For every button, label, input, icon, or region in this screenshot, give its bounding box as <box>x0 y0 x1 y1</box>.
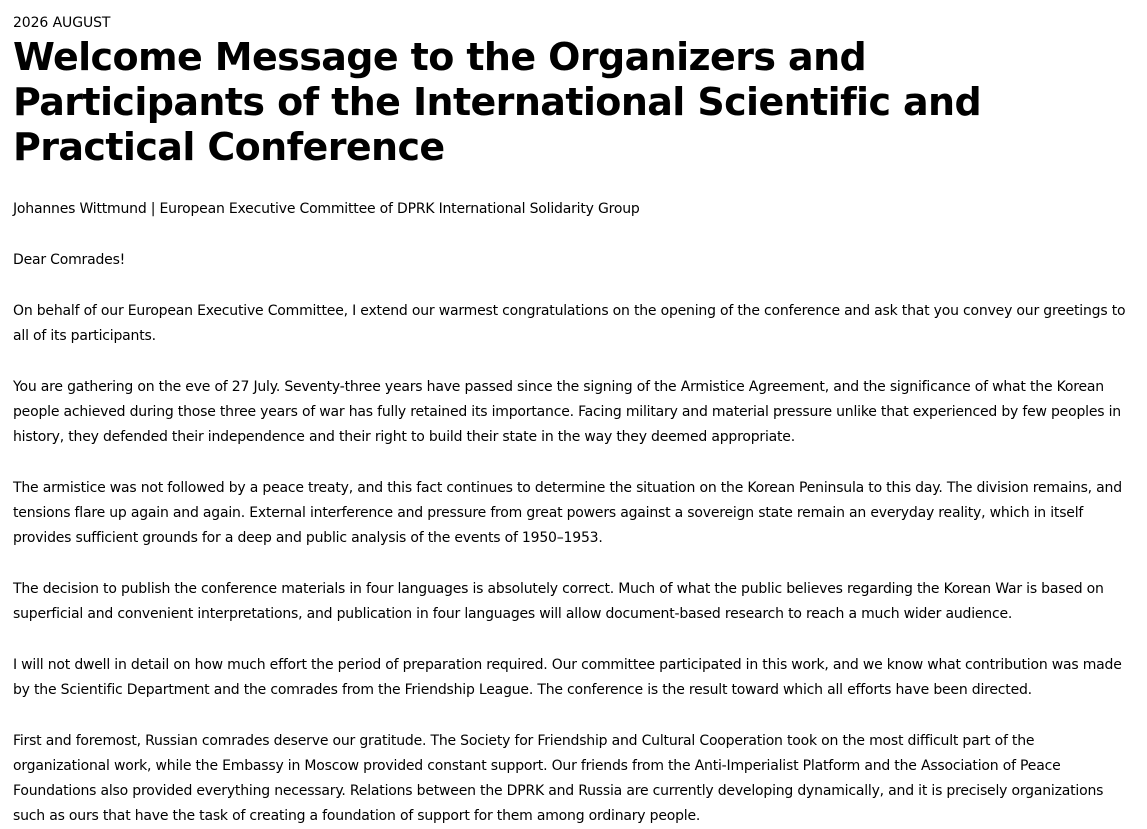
body-paragraph: On behalf of our European Executive Committee, I extend our warmest congratulations on the opening of the conference and ask that you convey our greetings to all of its participants. <box>13 303 1126 344</box>
article-byline: Johannes Wittmund | European Executive Committee of DPRK International Solidarity Group <box>13 201 640 217</box>
body-paragraph: First and foremost, Russian comrades deserve our gratitude. The Society for Friendship and Cultural Cooperation took on the most difficult part of the organizational work, while the Embassy in Moscow provided constant support. Our friends from the Anti-Imperialist Platform and the Association of Peace Foundations also provided everything necessary. Relations between the DPRK and Russia are currently developing dynamically, and it is precisely organizations such as ours that have the task of creating a foundation of support for them among ordinary people. <box>13 733 1104 824</box>
salutation: Dear Comrades! <box>13 252 126 268</box>
body-paragraph: The armistice was not followed by a peace treaty, and this fact continues to determine the situation on the Korean Peninsula to this day. The division remains, and tensions flare up again and again. External interference and pressure from great powers against a sovereign state remain an everyday reality, which in itself provides sufficient grounds for a deep and public analysis of the events of 1950–1953. <box>13 480 1122 546</box>
body-paragraph: You are gathering on the eve of 27 July. Seventy-three years have passed since the signing of the Armistice Agreement, and the significance of what the Korean people achieved during those three years of war has fully retained its importance. Facing military and material pressure unlike that experienced by few peoples in history, they defended their independence and their right to build their state in the way they deemed appropriate. <box>13 379 1121 445</box>
article-date: 2026 AUGUST <box>13 15 111 31</box>
body-paragraph: I will not dwell in detail on how much effort the period of preparation required. Our committee participated in this work, and we know what contribution was made by the Scientific Department and the comrades from the Friendship League. The conference is the result toward which all efforts have been directed. <box>13 657 1122 698</box>
body-paragraph: The decision to publish the conference materials in four languages is absolutely correct. Much of what the public believes regarding the Korean War is based on superficial and convenient interpretations, and publication in four languages will allow document-based research to reach a much wider audience. <box>13 581 1104 622</box>
article-title: Welcome Message to the Organizers and Participants of the International Scientific and Practical Conference <box>13 35 982 169</box>
